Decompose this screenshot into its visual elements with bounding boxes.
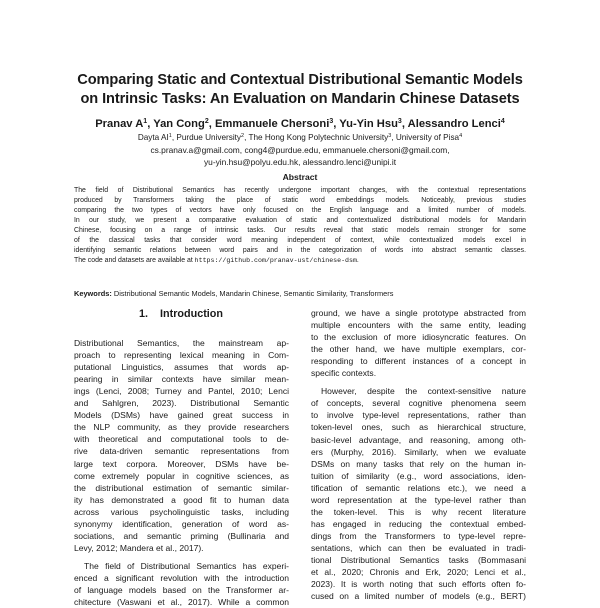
right-column-line: tional Distributional Semantics tasks (Bommasani: [311, 555, 526, 565]
keywords-label: Keywords:: [74, 289, 112, 298]
author-name: Yan Cong: [153, 118, 205, 130]
paper-title-line-1: Comparing Static and Contextual Distributional Semantic Models: [77, 72, 523, 88]
affiliation-mark: 1: [168, 133, 172, 139]
author-affiliation-mark: 3: [397, 118, 402, 125]
paper-title-line-2: on Intrinsic Tasks: An Evaluation on Mandarin Chinese Datasets: [80, 91, 520, 107]
keywords: [74, 289, 526, 299]
abstract-line: of the classical tasks that consider word meaning independent of context, while contextualized models excel in: [74, 237, 526, 244]
author-list: Pranav $A^1$, Yan Cong$^2$, Emmanuele Chersoni$^3$, Yu-Yin Hsu$^3$, Alessandro Lenci$^4$: [95, 118, 505, 130]
right-column-line: et al., 2020; Chronis and Erk, 2020; Lenci et al.,: [311, 567, 526, 578]
left-column-line: with theoretical and computational tools to de-: [74, 434, 289, 445]
left-column-line: the NLP community, as they provide researchers: [74, 422, 289, 433]
right-column-line: sentations, which can then be evaluated in tradi-: [311, 542, 526, 553]
right-column-line: DSMs on many tasks that rely on the human in-: [311, 458, 526, 469]
left-column-line: Distributional Semantics, the mainstream ap-: [74, 338, 289, 348]
section-number: 1.: [139, 308, 149, 320]
author-affiliation-mark: 3: [329, 118, 334, 125]
right-column-line: multiple encounters with the same entity, leading: [311, 320, 526, 331]
left-column-line: Levy, 2012; Mandera et al., 2017).: [74, 542, 204, 553]
left-column-line: proach to representing lexical meaning in Com-: [74, 350, 289, 361]
right-column-line: 2023). It is worth noting that such efforts often fo-: [311, 579, 526, 590]
affiliation-list: Dayta $AI^1$, Purdue University$^2$, The Hong Kong Polytechnic University$^3$, University of Pisa$^4$: [137, 133, 463, 142]
affiliation-name: University of Pisa: [395, 133, 460, 142]
left-column-line: rive data-driven semantic representations from: [74, 446, 289, 457]
left-column-line: The field of Distributional Semantics has experi-: [84, 560, 289, 571]
right-column-line: basic-level advantage, and reasoning, among oth-: [311, 434, 526, 445]
abstract-line: produced by Transformers taking the place of static word embeddings models. Noticeably, previous studies: [74, 197, 526, 204]
code-url-link[interactable]: https://github.com/pranav-ust/chinese-dsm: [194, 257, 357, 264]
right-column-line: has engaged in reducing the contextual embed-: [311, 518, 526, 529]
abstract-line: In our study, we present a comparative evaluation of static and contextualized distributional models for Mandarin: [74, 217, 526, 224]
left-column-line: chitecture (Vaswani et al., 2017). While a common: [74, 597, 289, 608]
abstract-code-line: [74, 256, 526, 266]
affiliation-name: Purdue University: [176, 133, 242, 142]
email-line-1: cs.pranav.a@gmail.com, cong4@purdue.edu, emmanuele.chersoni@gmail.com,: [150, 145, 450, 155]
author-name: Emmanuele Chersoni: [214, 118, 330, 130]
abstract-line: Chinese, focusing on a range of intrinsic tasks. Our results reveal that static models remain stronger for some: [74, 227, 526, 234]
abstract-heading: Abstract: [282, 172, 318, 182]
right-column-line: cused on a limited number of models (e.g., BERT): [311, 591, 526, 602]
author-name: Yu-Yin Hsu: [339, 118, 398, 130]
affiliation-mark: 3: [388, 133, 392, 139]
abstract-line: comparing the two types of vectors have only focused on the English language and a limited number of models.: [74, 207, 526, 214]
left-column-line: pearing in similar contexts have similar mean-: [74, 374, 289, 385]
right-column-line: However, despite the context-sensitive nature: [321, 386, 526, 397]
abstract-code-suffix: .: [356, 257, 359, 264]
left-column-line: Models (DSMs) have gained great success in: [74, 410, 289, 421]
author-name: Alessandro Lenci: [407, 118, 501, 130]
left-column-line: sociations, and semantic priming (Bullinaria and: [74, 530, 289, 541]
author-affiliation-mark: 4: [500, 118, 505, 125]
abstract-code-prefix: The code and datasets are available at: [74, 257, 195, 264]
left-column-line: ings (Lenci, 2008; Turney and Pantel, 2010; Lenci: [74, 386, 289, 397]
right-column-line: to involve type-level representations, rather than: [311, 410, 526, 421]
right-column-line: dings from the Transformers to type-level repre-: [311, 530, 526, 541]
left-column-line: and Sahlgren, 2023). Distributional Semantic: [74, 398, 289, 409]
affiliation-name: Dayta AI: [137, 133, 169, 142]
affiliation-mark: 4: [459, 133, 463, 139]
keywords-text: Distributional Semantic Models, Mandarin Chinese, Semantic Similarity, Transformers: [111, 289, 394, 298]
left-column-line: across various psycholinguistic tasks, including: [74, 506, 289, 517]
affiliation-mark: 2: [241, 133, 245, 139]
section-title: Introduction: [160, 308, 223, 320]
right-column-line: responding to different instances of a concept in: [311, 356, 526, 367]
left-column-line: synonymy identification, generation of word as-: [74, 518, 289, 529]
left-column-line: enced a significant revolution with the introduction: [74, 572, 289, 583]
right-column-line: the token-level. This is why recent literature: [311, 506, 526, 517]
left-column-line: ity has demonstrated a good fit to human data: [74, 494, 289, 505]
section-heading-introduction: [74, 307, 288, 321]
right-column-line: the other hand, we have multiple exemplars, cor-: [311, 344, 526, 355]
right-column-line: word representation at the type-level rather than: [311, 494, 526, 505]
right-column-line: of concepts, several cognitive phenomena seem: [311, 398, 526, 409]
right-column-line: ers (Murphy, 2016). Similarly, when we evaluate: [311, 446, 526, 457]
left-column-line: the distributional estimation of semantic similar-: [74, 482, 289, 493]
right-column-line: token-level ones, such as hierarchical structure,: [311, 422, 526, 433]
left-column-line: large text corpora. Moreover, DSMs have be-: [74, 458, 289, 469]
abstract-line: The field of Distributional Semantics has recently undergone important changes, with the contextual representations: [74, 187, 526, 194]
affiliation-name: The Hong Kong Polytechnic University: [248, 133, 389, 142]
author-affiliation-mark: 1: [143, 118, 148, 125]
left-column-line: putational Linguistics, assumes that words ap-: [74, 362, 289, 373]
abstract-line: identifying semantic relations between word pairs and in the categorization of words into abstract semantic classes.: [74, 247, 526, 254]
right-column-line: specific contexts.: [311, 368, 377, 379]
author-affiliation-mark: 2: [204, 118, 209, 125]
right-column-line: ground, we have a single prototype abstracted from: [311, 308, 526, 318]
left-column-line: come extremely popular in cognitive sciences, as: [74, 470, 289, 481]
left-column-line: of language models based on the Transformer ar-: [74, 585, 289, 595]
right-column-line: to the exclusion of more idiosyncratic features. On: [311, 332, 526, 343]
email-line-2: yu-yin.hsu@polyu.edu.hk, alessandro.lenci@unipi.it: [203, 157, 397, 167]
author-name: Pranav A: [95, 118, 144, 130]
right-column-line: tification of semantic relations etc.), we need a: [311, 482, 526, 493]
right-column-line: tuition of similarity (e.g., word associations, iden-: [311, 470, 526, 481]
